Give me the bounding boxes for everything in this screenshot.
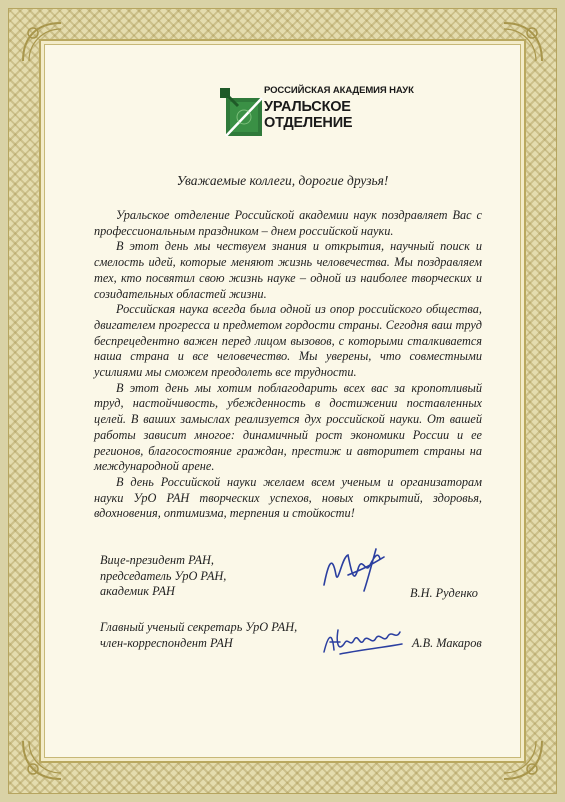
signatory-1-title [100,553,300,600]
logo-emblem-icon [220,88,266,138]
logo-line-3: ОТДЕЛЕНИЕ [264,115,353,131]
paragraph: Уральское отделение Российской академии наук поздравляет Вас с профессиональным праздником – днем российской науки. [94,208,482,238]
signatory-1-name: В.Н. Руденко [410,586,478,600]
paragraph: В этот день мы чествуем знания и открытия, научный поиск и смелость идей, которые меняют жизнь человечества. Мы поздравляем тех, кто посвятил свою жизнь науке – одной из наиболее творческих и созидательных областей жизни. [94,239,482,301]
letter-body [94,208,482,522]
paragraph: Российская наука всегда была одной из опор российского общества, двигателем прогресса и предметом гордости страны. Сегодня ваш труд беспрецедентно важен перед лицом вызовов, с которыми сталкивается наша страна и все человечество. Мы уверены, что совместными усилиями мы сможем преодолеть все трудности. [94,302,482,380]
title-line: академик РАН [100,584,175,598]
signature-2-handwritten [320,622,406,662]
title-line: член-корреспондент РАН [100,635,233,650]
greeting-heading: Уважаемые коллеги, дорогие друзья! [176,173,389,188]
logo-wordmark [264,86,414,131]
paragraph: В день Российской науки желаем всем ученым и организаторам науки УрО РАН творческих успехов, новых открытий, здоровья, вдохновения, оптимизма, терпения и стойкости! [94,474,482,521]
ras-ural-branch-logo [220,82,414,146]
title-line: Главный ученый секретарь УрО РАН, [100,620,298,634]
logo-line-1: РОССИЙСКАЯ АКАДЕМИЯ НАУК [264,85,414,96]
signature-1-handwritten [318,545,398,595]
signatory-2-name: А.В. Макаров [412,636,482,650]
paragraph: В этот день мы хотим поблагодарить всех вас за кропотливый труд, настойчивость, убежденность в достижении поставленных целей. В ваших замыслах реализуется дух российской науки. От вашей работы зависит многое: динамичный рост экономики России и ее регионов, благосостояние граждан, престиж и авторитет страны на международной арене. [94,380,482,474]
title-line: председатель УрО РАН, [100,568,227,583]
logo-line-2: УРАЛЬСКОЕ [264,98,351,115]
title-line: Вице-президент РАН, [100,553,214,567]
